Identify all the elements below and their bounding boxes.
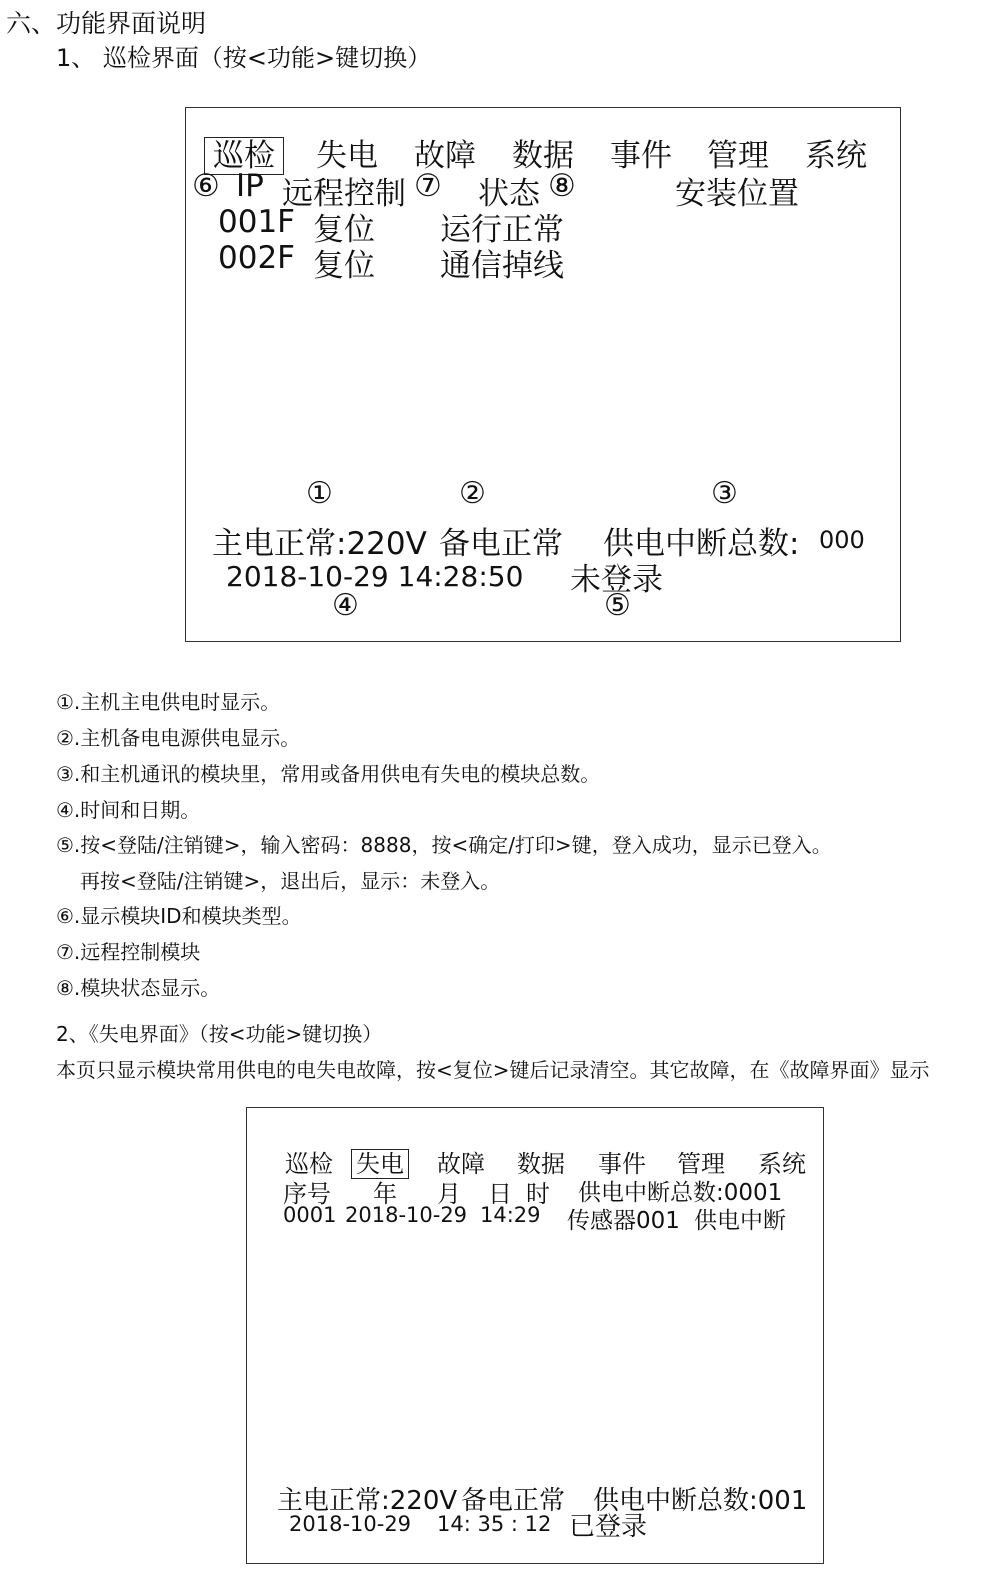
marker-5: ⑤	[604, 588, 631, 623]
column-seq: 序号	[283, 1180, 331, 1208]
tab-fault[interactable]: 故障	[437, 1150, 485, 1178]
record-date: 2018-10-29	[345, 1203, 468, 1227]
time: 14: 35 : 12	[437, 1512, 552, 1536]
tab-data[interactable]: 数据	[517, 1150, 565, 1178]
note-4: ④.时间和日期。	[56, 798, 201, 822]
tab-manage[interactable]: 管理	[677, 1150, 725, 1178]
row2-reset[interactable]: 复位	[313, 248, 375, 284]
section-heading: 六、功能界面说明	[6, 9, 207, 38]
outage-total: 供电中断总数:001	[593, 1486, 808, 1516]
note-8: ⑧.模块状态显示。	[56, 976, 221, 1000]
column-hour: 时	[526, 1180, 550, 1208]
note-5-continued: 再按<登陆/注销键>，退出后，显示：未登入。	[80, 869, 501, 893]
main-power-status: 主电正常:220V	[212, 526, 427, 562]
row2-status: 通信掉线	[440, 248, 564, 284]
column-year: 年	[373, 1180, 397, 1208]
record-event: 供电中断	[694, 1208, 786, 1234]
column-location: 安装位置	[675, 176, 799, 212]
row1-status: 运行正常	[440, 212, 564, 248]
tab-manage[interactable]: 管理	[707, 138, 769, 174]
record-time: 14:29	[480, 1203, 541, 1227]
marker-1: ①	[306, 476, 333, 511]
record-sensor: 传感器001	[567, 1208, 680, 1234]
tab-power-loss[interactable]: 失电	[351, 1144, 409, 1179]
record-seq: 0001	[283, 1203, 337, 1227]
note-5: ⑤.按<登陆/注销键>，输入密码：8888，按<确定/打印>键，登入成功，显示已登入。	[56, 833, 832, 857]
power-loss-screen	[246, 1107, 824, 1564]
row1-reset[interactable]: 复位	[313, 212, 375, 248]
marker-4: ④	[332, 588, 359, 623]
tab-inspection[interactable]: 巡检	[285, 1150, 333, 1178]
outage-total-count: 000	[819, 526, 865, 554]
note-7: ⑦.远程控制模块	[56, 940, 201, 964]
login-status[interactable]: 已登录	[569, 1512, 648, 1542]
tab-power-loss[interactable]: 失电	[316, 138, 378, 174]
main-power-status: 主电正常:220V	[277, 1486, 458, 1516]
outage-total-header: 供电中断总数:0001	[578, 1180, 783, 1206]
datetime: 2018-10-29 14:28:50	[226, 560, 524, 593]
tab-system[interactable]: 系统	[758, 1150, 806, 1178]
note-6: ⑥.显示模块ID和模块类型。	[56, 904, 302, 928]
column-day: 日	[488, 1180, 512, 1208]
login-status[interactable]: 未登录	[570, 562, 663, 598]
note-3: ③.和主机通讯的模块里，常用或备用供电有失电的模块总数。	[56, 762, 601, 786]
column-state: 状态	[478, 176, 540, 212]
note-1: ①.主机主电供电时显示。	[56, 690, 281, 714]
column-month: 月	[437, 1180, 461, 1208]
section1-title: 1、 巡检界面（按<功能>键切换）	[56, 44, 432, 72]
backup-power-status: 备电正常	[439, 526, 563, 562]
date: 2018-10-29	[289, 1512, 412, 1536]
backup-power-status: 备电正常	[461, 1486, 566, 1516]
inspection-screen	[185, 107, 901, 642]
outage-total-label: 供电中断总数:	[603, 526, 800, 562]
marker-8: ⑧	[548, 168, 576, 204]
section2-title: 2、《失电界面》（按<功能>键切换）	[56, 1022, 383, 1046]
tab-event[interactable]: 事件	[598, 1150, 646, 1178]
row2-id: 002F	[218, 240, 296, 276]
section2-description: 本页只显示模块常用供电的电失电故障，按<复位>键后记录清空。其它故障，在《故障界面》显示	[56, 1058, 930, 1082]
marker-3: ③	[711, 476, 738, 511]
tab-system[interactable]: 系统	[805, 138, 867, 174]
column-remote-control: 远程控制	[282, 176, 406, 212]
marker-2: ②	[459, 476, 486, 511]
column-ip: IP	[236, 168, 264, 204]
tab-data[interactable]: 数据	[512, 138, 574, 174]
marker-6: ⑥	[192, 168, 220, 204]
tab-event[interactable]: 事件	[610, 138, 672, 174]
marker-7: ⑦	[414, 168, 442, 204]
row1-id: 001F	[218, 204, 296, 240]
note-2: ②.主机备电电源供电显示。	[56, 726, 301, 750]
tab-inspection[interactable]: 巡检	[204, 130, 284, 175]
tab-fault[interactable]: 故障	[414, 138, 476, 174]
